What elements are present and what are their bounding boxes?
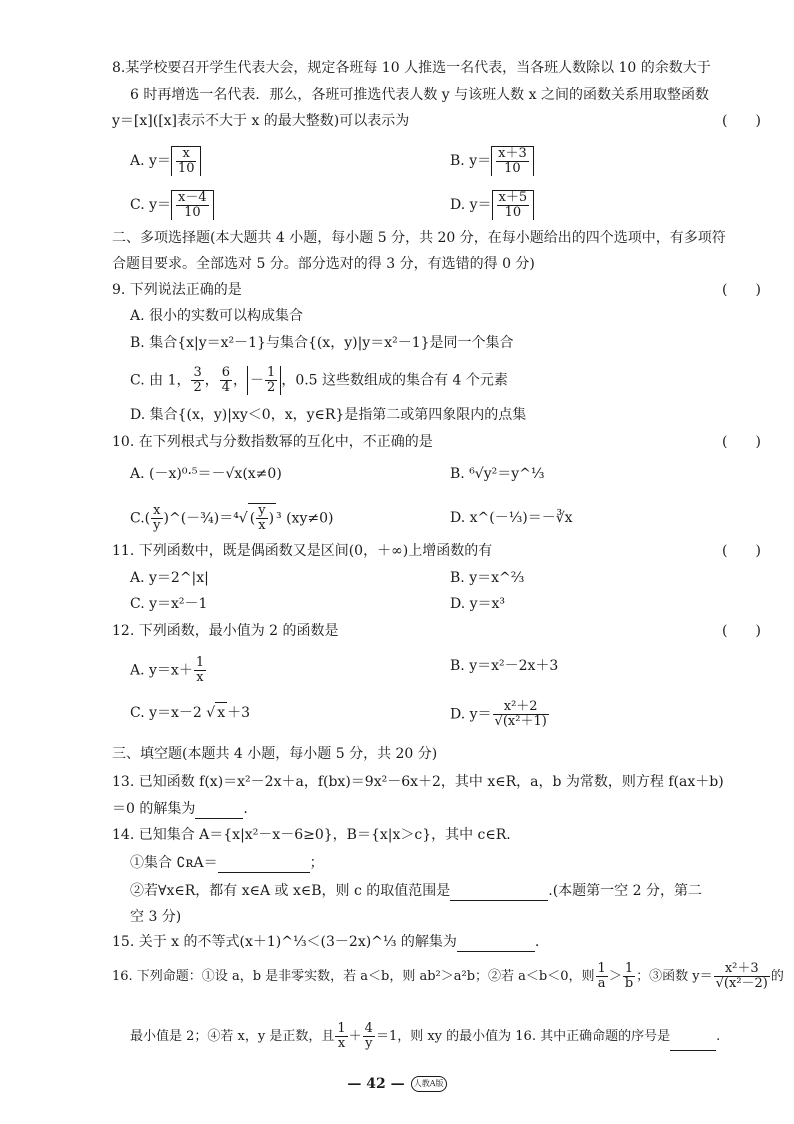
q8-option-c-label: C. y＝	[130, 197, 172, 213]
q12-d-pre: D. y＝	[450, 706, 492, 723]
q12-stem: 12. 下列函数，最小值为 2 的函数是	[112, 623, 339, 639]
q12-c-post: ＋3	[227, 705, 251, 721]
publisher-logo: 人教A版	[411, 1076, 447, 1092]
q10-option-a: A. (－x)⁰·⁵＝－√x(x≠0)	[130, 466, 282, 482]
q8-option-b-label: B. y＝	[450, 153, 492, 169]
frac-den: y	[153, 518, 161, 533]
radical: x	[215, 702, 227, 723]
frac-den: 10	[504, 205, 522, 220]
frac-num: 1	[337, 1021, 346, 1036]
frac-num: 4	[364, 1021, 373, 1036]
q8-option-b	[450, 146, 534, 176]
q11-stem: 11. 下列函数中，既是偶函数又是区间(0，＋∞)上增函数的有	[112, 543, 493, 559]
q8-line2: 6 时再增选一名代表．那么，各班可推选代表人数 y 与该班人数 x 之间的函数关系用取整函数	[130, 87, 709, 103]
q15-answer-blank	[457, 935, 535, 952]
q16-line2-pre: 最小值是 2；④若 x，y 是正数，且	[130, 1029, 335, 1044]
section3-heading: 三、填空题(本题共 4 小题，每小题 5 分，共 20 分)	[112, 746, 438, 762]
q10-option-c: C.( $\frac{x}{y}$ )^(－¾)＝⁴√ ( $\frac{y}{x}$ ) ³ (xy≠0)	[130, 503, 334, 533]
frac-num: y	[258, 503, 266, 518]
q8-option-d-label: D. y＝	[450, 197, 492, 213]
frac-num: 1	[597, 961, 606, 976]
q10-answer-paren: ( )	[722, 434, 761, 450]
frac-den: x	[196, 670, 204, 685]
frac-num: x²＋2	[493, 700, 549, 715]
q8-line1: 8.某学校要召开学生代表大会，规定各班每 10 人推选一名代表，当各班人数除以 10 的余数大于	[112, 60, 711, 76]
q14-line3	[130, 881, 702, 901]
frac-den: 2	[267, 380, 276, 395]
page-number: — 42 —	[347, 1076, 405, 1092]
frac-num: x²＋3	[714, 962, 770, 977]
frac-num: 1	[623, 962, 635, 977]
q8-option-a-label: A. y＝	[130, 153, 171, 169]
frac-num: x	[176, 147, 197, 162]
q10-c-mid: ^(－¾)＝⁴√	[168, 510, 248, 527]
q13-line1: 13. 已知函数 f(x)＝x²－2x＋a，f(bx)＝9x²－6x＋2，其中 x∈R，a，b 为常数，则方程 f(ax＋b)	[112, 774, 724, 790]
q9-answer-paren: ( )	[722, 282, 761, 298]
q14-line3-post: .(本题第一空 2 分，第二	[548, 883, 702, 899]
frac-den: 2	[193, 380, 202, 395]
q10-option-b: B. ⁶√y²＝y^⅓	[450, 466, 545, 482]
q14-blank-1	[218, 856, 310, 873]
q16-answer-blank	[670, 1034, 716, 1051]
q12-a-pre: A. y＝x＋	[130, 662, 193, 679]
q11-option-d: D. y＝x³	[450, 596, 506, 612]
q8-line3: y＝[x]([x]表示不大于 x 的最大整数)可以表示为	[112, 113, 410, 129]
frac-num: x－4	[178, 190, 207, 205]
q9-option-c: C. 由 1， $\frac{3}{2}$ ， $\frac{6}{4}$ ， － $\frac{1}{2}$ ，0.5 这些数组成的集合有 4 个元素	[130, 365, 508, 395]
radical: ( $\frac{y}{x}$ )	[249, 503, 275, 533]
q11-option-c: C. y＝x²－1	[130, 596, 208, 612]
q11-answer-paren: ( )	[722, 543, 761, 559]
q12-option-b: B. y＝x²－2x＋3	[450, 658, 559, 674]
frac-den: x	[258, 518, 266, 533]
q12-c-pre: C. y＝x－2	[130, 705, 202, 721]
q10-option-d: D. x^(－⅓)＝－∛x	[450, 510, 573, 526]
q8-option-c	[130, 190, 214, 220]
q13-line2	[112, 799, 248, 819]
q14-line1: 14. 已知集合 A＝{x|x²－x－6≥0}，B＝{x|x＞c}，其中 c∈R.	[112, 827, 511, 843]
page-footer	[0, 1076, 794, 1092]
frac-num: x	[151, 504, 162, 519]
frac-den: 10	[177, 161, 195, 176]
q8-option-d	[450, 190, 534, 220]
q14-blank-2	[450, 884, 548, 901]
frac-den: x	[337, 1036, 346, 1051]
q10-c-post: ³ (xy≠0)	[276, 510, 334, 527]
q10-stem: 10. 在下列根式与分数指数幂的互化中，不正确的是	[112, 434, 433, 450]
q16-line2-end: .	[716, 1029, 721, 1044]
frac-num: x＋3	[498, 146, 527, 161]
q16-line1-post: 的	[770, 969, 784, 984]
q14-line2-pre: ①集合 ∁ʀA＝	[130, 855, 218, 871]
q14-line4: 空 3 分)	[130, 909, 182, 925]
q15-line-post: .	[534, 934, 540, 950]
q15-line	[112, 932, 539, 952]
frac-num: 1	[195, 655, 205, 670]
frac-num: 1	[267, 365, 276, 380]
q12-answer-paren: ( )	[722, 623, 761, 639]
q16-plus: ＋	[348, 1029, 362, 1044]
q13-line2-pre: ＝0 的解集为	[112, 801, 196, 817]
floor-bracket	[171, 190, 214, 220]
abs-sign: －	[250, 372, 265, 389]
q16-gt: ＞	[608, 969, 622, 984]
q9-option-a: A. 很小的实数可以构成集合	[130, 308, 304, 324]
q9-c-pre: C. 由 1，	[130, 372, 191, 389]
frac-den: 4	[221, 380, 231, 395]
q13-line2-post: .	[243, 801, 248, 817]
q9-stem: 9. 下列说法正确的是	[112, 282, 242, 298]
q11-option-b: B. y＝x^⅔	[450, 570, 525, 586]
q8-option-a	[130, 146, 201, 176]
q12-option-d	[450, 700, 550, 729]
frac-den: b	[624, 976, 634, 991]
q9-c-post: ，0.5 这些数组成的集合有 4 个元素	[281, 372, 508, 389]
frac-den: y	[365, 1036, 373, 1051]
q12-option-c: C. y＝x－2 √ x ＋3	[130, 702, 250, 723]
frac-num: x＋5	[498, 190, 528, 205]
frac-den: 10	[184, 205, 201, 220]
section2-line1: 二、多项选择题(本大题共 4 小题，每小题 5 分，共 20 分，在每小题给出的四个选项中，有多项符	[112, 230, 726, 246]
abs-value	[247, 366, 281, 395]
q13-answer-blank	[195, 802, 243, 819]
q11-option-a: A. y＝2^|x|	[130, 570, 209, 586]
q16-line1-pre: 16. 下列命题：①设 a，b 是非零实数，若 a＜b，则 ab²＞a²b；②若 a＜b＜0，则	[112, 969, 595, 984]
frac-den: 10	[504, 161, 521, 176]
q14-line2	[130, 853, 324, 873]
q16-line2	[130, 1022, 720, 1051]
frac-den: √(x²－2)	[715, 976, 768, 991]
q12-option-a	[130, 656, 207, 685]
floor-bracket	[492, 190, 535, 220]
frac-num: 3	[193, 365, 202, 380]
section2-line2: 合题目要求。全部选对 5 分。部分选对的得 3 分，有选错的得 0 分)	[112, 256, 535, 272]
q16-line1-mid: ；③函数 y＝	[636, 969, 713, 984]
q14-line3-pre: ②若∀x∈R，都有 x∈A 或 x∈B，则 c 的取值范围是	[130, 883, 451, 899]
frac-den: √(x²＋1)	[494, 714, 547, 729]
frac-den: a	[597, 976, 606, 991]
q9-option-d: D. 集合{(x，y)|xy＜0，x，y∈R}是指第二或第四象限内的点集	[130, 407, 527, 423]
q9-option-b: B. 集合{x|y＝x²－1}与集合{(x，y)|y＝x²－1}是同一个集合	[130, 335, 514, 351]
q8-answer-paren: ( )	[722, 113, 761, 129]
frac-num: 6	[221, 365, 231, 380]
floor-bracket	[491, 146, 534, 176]
q16-line1	[112, 962, 784, 991]
floor-bracket	[171, 146, 202, 176]
q16-line2-post: ＝1，则 xy 的最小值为 16. 其中正确命题的序号是	[375, 1029, 671, 1044]
q14-line2-post: ；	[309, 855, 324, 871]
q15-line-pre: 15. 关于 x 的不等式(x＋1)^⅓＜(3－2x)^⅓ 的解集为	[112, 934, 457, 950]
q10-c-pre: C.	[130, 510, 145, 527]
